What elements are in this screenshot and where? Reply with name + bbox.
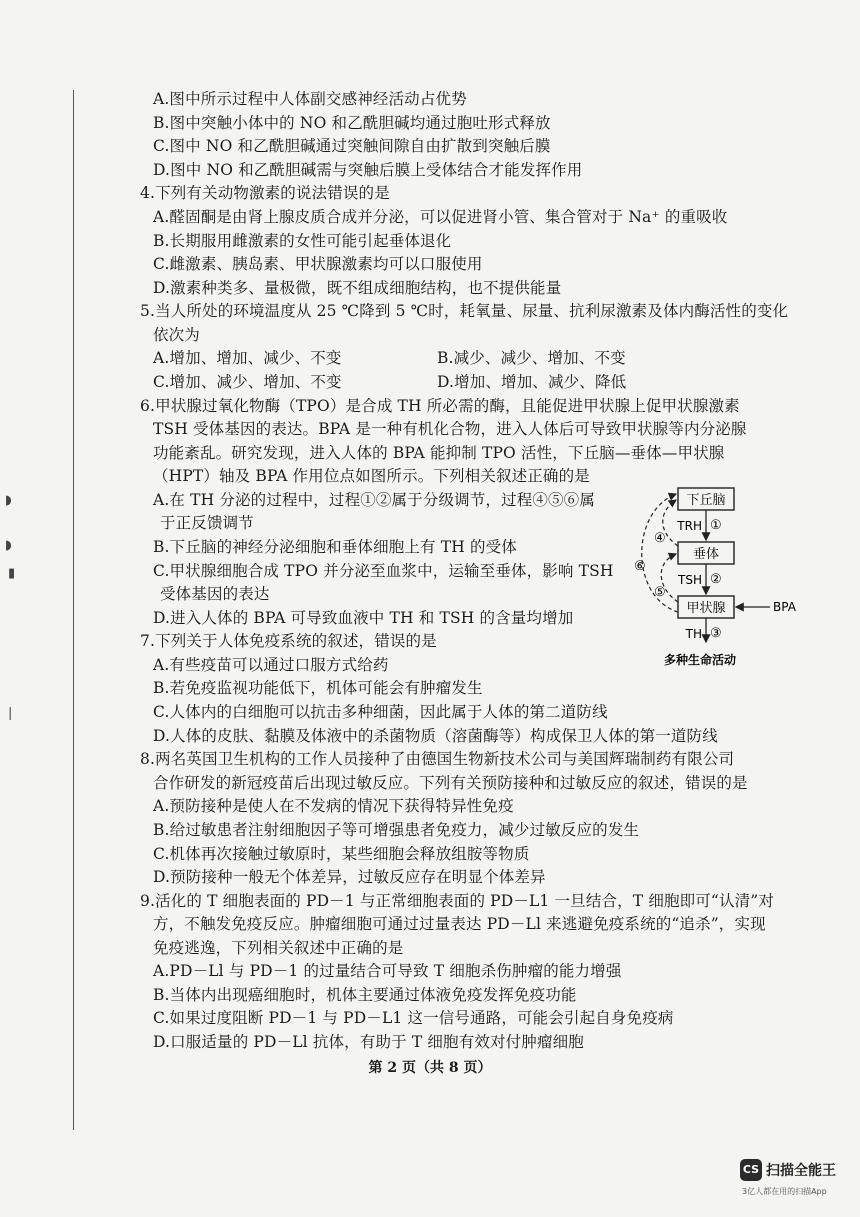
q9-stem-cont: 免疫逃逸，下列相关叙述中正确的是 [153,939,404,957]
hypothalamus-label: 下丘脑 [686,493,726,508]
q9-option-d: D.口服适量的 PD－Ll 抗体，有助于 T 细胞有效对付肿瘤细胞 [153,1033,584,1051]
step-3-label: ③ [710,626,722,641]
q8-option-b: B.给过敏患者注射细胞因子等可增强患者免疫力，减少过敏反应的发生 [153,821,640,839]
thyroid-label: 甲状腺 [686,601,726,616]
margin-mark: ◗ [5,538,12,553]
q4-option-c: C.雌激素、胰岛素、甲状腺激素均可以口服使用 [153,255,483,273]
q6-option-c-cont: 受体基因的表达 [160,585,270,603]
step-6-label: ⑥ [634,559,646,574]
q4-stem: 4.下列有关动物激素的说法错误的是 [140,184,390,202]
q9-stem-cont: 方，不触发免疫反应。肿瘤细胞可通过过量表达 PD－Ll 来逃避免疫系统的“追杀”，实现 [153,915,766,933]
q6-option-c: C.甲状腺细胞合成 TPO 并分泌至血浆中，运输至垂体，影响 TSH [153,562,614,580]
scanner-watermark [740,1159,850,1207]
diagram-caption: 多种生命活动 [663,653,737,667]
q5-option-b: B.减少、减少、增加、不变 [437,349,626,367]
q5-option-a: A.增加、增加、减少、不变 [153,349,342,367]
step-4-label: ④ [654,531,666,546]
q6-stem-cont: （HPT）轴及 BPA 作用位点如图所示。下列相关叙述正确的是 [153,467,590,485]
q8-option-c: C.机体再次接触过敏原时，某些细胞会释放组胺等物质 [153,845,530,863]
margin-mark: | [8,706,13,721]
q7-option-d: D.人体的皮肤、黏膜及体液中的杀菌物质（溶菌酶等）构成保卫人体的第一道防线 [153,727,718,745]
q7-option-c: C.人体内的白细胞可以抗击多种细菌，因此属于人体的第二道防线 [153,703,608,721]
binding-line [73,90,74,1130]
scanner-logo-icon: CS [740,1159,762,1181]
hpt-axis-diagram [620,482,796,672]
scanner-tagline: 3亿人都在用的扫描App [742,1187,827,1196]
q3-option-a: A.图中所示过程中人体副交感神经活动占优势 [153,90,467,108]
q6-option-b: B.下丘脑的神经分泌细胞和垂体细胞上有 TH 的受体 [153,538,517,556]
trh-label: TRH [677,519,702,533]
scanner-app-name: 扫描全能王 [766,1163,836,1179]
q4-option-b: B.长期服用雌激素的女性可能引起垂体退化 [153,232,452,250]
q5-option-c: C.增加、减少、增加、不变 [153,373,342,391]
q7-option-b: B.若免疫监视功能低下，机体可能会有肿瘤发生 [153,679,483,697]
bpa-label: BPA [773,600,796,614]
q8-stem: 8.两名英国卫生机构的工作人员接种了由德国生物新技术公司与美国辉瑞制药有限公司 [140,750,735,768]
pituitary-label: 垂体 [692,547,720,562]
q6-stem-cont: 功能紊乱。研究发现，进入人体的 BPA 能抑制 TPO 活性，下丘脑—垂体—甲状腺 [153,444,725,462]
q5-stem: 5.当人所处的环境温度从 25 ℃降到 5 ℃时，耗氧量、尿量、抗利尿激素及体内酶活性的变化 [140,302,789,320]
q3-option-c: C.图中 NO 和乙酰胆碱通过突触间隙自由扩散到突触后膜 [153,137,551,155]
margin-mark: ◗ [5,493,12,508]
q3-option-b: B.图中突触小体中的 NO 和乙酰胆碱均通过胞吐形式释放 [153,114,551,132]
step-1-label: ① [710,518,722,533]
q6-stem: 6.甲状腺过氧化物酶（TPO）是合成 TH 所必需的酶，且能促进甲状腺上促甲状腺激素 [140,397,740,415]
q9-option-a: A.PD－Ll 与 PD－1 的过量结合可导致 T 细胞杀伤肿瘤的能力增强 [153,962,622,980]
q9-stem: 9.活化的 T 细胞表面的 PD－1 与正常细胞表面的 PD－L1 一旦结合，T 细胞即可“认清”对 [140,892,775,910]
q8-option-d: D.预防接种一般无个体差异，过敏反应存在明显个体差异 [153,868,546,886]
q7-option-a: A.有些疫苗可以通过口服方式给药 [153,656,389,674]
th-label: TH [685,627,702,641]
q4-option-a: A.醛固酮是由肾上腺皮质合成并分泌，可以促进肾小管、集合管对于 Na⁺ 的重吸收 [153,208,728,226]
q8-stem-cont: 合作研发的新冠疫苗后出现过敏反应。下列有关预防接种和过敏反应的叙述，错误的是 [153,774,748,792]
page-number: 第 2 页（共 8 页） [368,1060,492,1076]
q6-option-a: A.在 TH 分泌的过程中，过程①②属于分级调节，过程④⑤⑥属 [153,491,595,509]
step-2-label: ② [710,572,722,587]
q6-option-d: D.进入人体的 BPA 可导致血液中 TH 和 TSH 的含量均增加 [153,609,574,627]
tsh-label: TSH [678,573,702,587]
hpt-axis-svg [620,482,796,672]
q5-option-d: D.增加、增加、减少、降低 [437,373,627,391]
step-5-label: ⑤ [654,585,666,600]
q6-stem-cont: TSH 受体基因的表达。BPA 是一种有机化合物，进入人体后可导致甲状腺等内分泌腺 [153,420,747,438]
q7-stem: 7.下列关于人体免疫系统的叙述，错误的是 [140,632,437,650]
margin-mark: ▮ [8,566,16,581]
q5-stem-cont: 依次为 [153,326,200,344]
q3-option-d: D.图中 NO 和乙酰胆碱需与突触后膜上受体结合才能发挥作用 [153,161,583,179]
q6-option-a-cont: 于正反馈调节 [160,514,254,532]
q4-option-d: D.激素种类多、量极微，既不组成细胞结构，也不提供能量 [153,279,562,297]
q9-option-c: C.如果过度阻断 PD－1 与 PD－L1 这一信号通路，可能会引起自身免疫病 [153,1009,674,1027]
q9-option-b: B.当体内出现癌细胞时，机体主要通过体液免疫发挥免疫功能 [153,986,577,1004]
q8-option-a: A.预防接种是使人在不发病的情况下获得特异性免疫 [153,797,514,815]
